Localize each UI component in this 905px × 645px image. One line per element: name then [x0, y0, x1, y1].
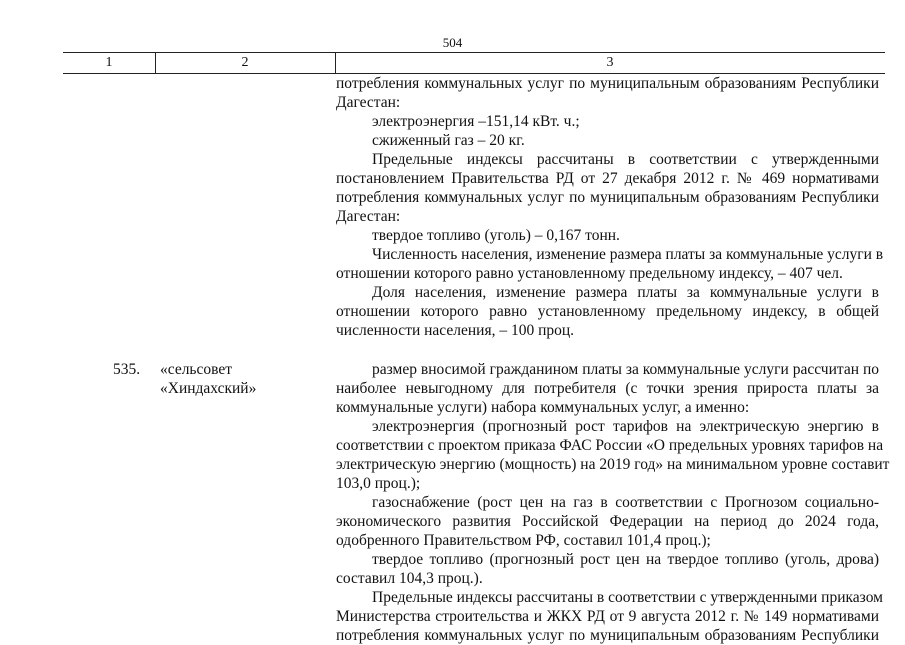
text-line: экономического развития Российской Федерации на период до 2024 года,	[336, 513, 879, 530]
text-line: Предельные индексы рассчитаны в соответствии с утвержденными	[372, 151, 879, 168]
header-col-1: 1	[105, 55, 113, 70]
text-line: отношении которого равно установленному предельному индексу, – 407 чел.	[336, 265, 843, 282]
text-line: электроэнергия –151,14 кВт. ч.;	[372, 113, 580, 130]
text-line: численности населения, – 100 проц.	[336, 322, 575, 339]
text-line: потребления коммунальных услуг по муниципальным образованиям Республики	[336, 627, 879, 644]
text-line: Численность населения, изменение размера платы за коммунальные услуги в	[372, 246, 884, 263]
entry-number: 535.	[113, 361, 141, 378]
text-line: наиболее невыгодному для потребителя (с точки зрения прироста платы за	[336, 380, 879, 397]
header-col-3: 3	[606, 55, 614, 70]
text-line: Доля населения, изменение размера платы за коммунальные услуги в	[372, 284, 879, 301]
text-line: коммунальные услуги) набора коммунальных услуг, а именно:	[336, 399, 750, 416]
text-line: потребления коммунальных услуг по муниципальным образованиям Республики	[336, 75, 879, 92]
text-line: твердое топливо (уголь) – 0,167 тонн.	[372, 227, 620, 244]
text-line: электрическую энергию (мощность) на 2019 год» на минимальном уровне составит	[336, 456, 890, 473]
text-line: размер вносимой гражданином платы за коммунальные услуги рассчитан по	[372, 361, 879, 378]
text-line: Дагестан:	[336, 94, 401, 111]
text-line: Министерства строительства и ЖКХ РД от 9 августа 2012 г. № 149 нормативами	[336, 608, 879, 625]
entry-name: «сельсовет	[160, 361, 233, 378]
text-line: потребления коммунальных услуг по муниципальным образованиям Республики	[336, 189, 879, 206]
text-line: соответствии с проектом приказа ФАС России «О предельных уровнях тарифов на	[336, 437, 884, 454]
text-line: отношении которого равно установленному предельному индексу, в общей	[336, 303, 879, 320]
text-line: сжиженный газ – 20 кг.	[372, 132, 525, 149]
table-header	[63, 52, 885, 74]
text-line: электроэнергия (прогнозный рост тарифов на электрическую энергию в	[372, 418, 879, 435]
text-line: Дагестан:	[336, 208, 401, 225]
text-line: одобренного Правительством РФ, составил 101,4 проц.);	[336, 532, 711, 549]
text-line: газоснабжение (рост цен на газ в соответствии с Прогнозом социально-	[372, 494, 879, 511]
text-line: 103,0 проц.);	[336, 475, 421, 492]
text-line: Предельные индексы рассчитаны в соответствии с утвержденными приказом	[372, 589, 883, 606]
text-line: составил 104,3 проц.).	[336, 570, 483, 587]
text-line: твердое топливо (прогнозный рост цен на твердое топливо (уголь, дрова)	[372, 551, 879, 568]
entry-name: «Хиндахский»	[160, 380, 257, 397]
text-line: постановлением Правительства РД от 27 декабря 2012 г. № 469 нормативами	[336, 170, 879, 187]
header-col-2: 2	[241, 55, 249, 70]
page-number: 504	[442, 35, 463, 50]
